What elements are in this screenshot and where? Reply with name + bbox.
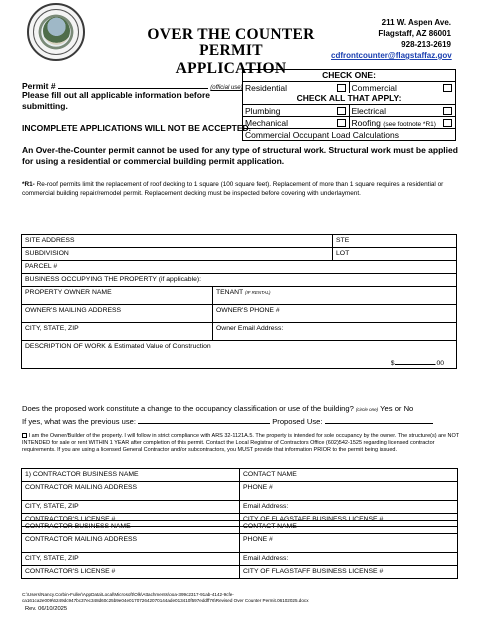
c1-city-field[interactable] — [22, 501, 240, 514]
reroof-footnote — [22, 181, 457, 198]
plumbing-label: Plumbing — [245, 106, 281, 116]
owner-builder-checkbox[interactable] — [22, 433, 27, 438]
residential-label: Residential — [245, 83, 288, 93]
commercial-option — [349, 82, 456, 93]
c2-mailing-label: CONTRACTOR MAILING ADDRESS — [25, 536, 138, 543]
owner-phone-field[interactable] — [213, 305, 457, 323]
footnote-text: Re-roof permits limit the replacement of roof decking to 1 square (100 square feet). Replacement of more than 1 square requires a residential or commercial building repair/remodel permit. Replacement decking must be inspected before covering with underlayment. — [22, 181, 444, 197]
parcel-field[interactable] — [22, 261, 457, 274]
lot-field[interactable] — [333, 248, 457, 261]
roofing-checkbox[interactable] — [443, 119, 452, 127]
subdivision-field[interactable] — [22, 248, 333, 261]
site-address-label: SITE ADDRESS — [25, 237, 75, 244]
yes-option[interactable]: Yes — [380, 404, 393, 413]
owner-builder-declaration — [22, 433, 460, 455]
c2-business-name-field[interactable] — [22, 521, 240, 534]
phone-number: 928-213-2619 — [401, 40, 451, 49]
c1-phone-field[interactable] — [240, 482, 458, 501]
file-path-line-1: C:\Users\Nancy.Corbin-Fuller\AppData\Local\Microsoft\Olk\Attachments\ooa-399c2317-91ab-4142-9cfe- — [22, 592, 234, 597]
email-link[interactable]: cdfrontcounter@flagstaffaz.gov — [331, 51, 452, 60]
parcel-label: PARCEL # — [25, 263, 58, 270]
revision-date: Rev. 06/10/2025 — [25, 606, 68, 612]
c1-contact-name-field[interactable] — [240, 469, 458, 482]
mechanical-checkbox[interactable] — [337, 119, 346, 127]
official-use-note: (official use) — [210, 85, 243, 91]
address-block — [331, 17, 451, 61]
c1-city-label: CITY, STATE, ZIP — [25, 503, 79, 510]
c1-contact-name-label: CONTACT NAME — [243, 471, 297, 478]
occupancy-question-row — [22, 404, 462, 413]
use-row — [22, 416, 433, 426]
owner-city-label: CITY, STATE, ZIP — [25, 325, 79, 332]
c1-email-label: Email Address: — [243, 503, 289, 510]
c2-email-label: Email Address: — [243, 555, 289, 562]
c2-contact-name-field[interactable] — [240, 521, 458, 534]
business-occupying-label: BUSINESS OCCUPYING THE PROPERTY (if applicable): — [25, 276, 202, 283]
roofing-footnote-ref: (see footnote *R1) — [383, 121, 436, 128]
c2-city-license-field[interactable] — [240, 566, 458, 579]
if-rental-note: (IF RENTAL) — [244, 290, 271, 295]
address-line-1: 211 W. Aspen Ave. — [381, 18, 451, 27]
contractor-1-table — [21, 468, 458, 527]
file-path-line-2: ca161ca2e009\6249dc947bc37ec348d60c25b9e04e017072642070144ade013410f597eddff76\Revised Over Counter Permit.06102025.docx — [22, 598, 309, 603]
commercial-checkbox[interactable] — [443, 84, 452, 92]
cents-label: .00 — [434, 360, 445, 367]
footnote-tag: *R1- — [22, 181, 35, 188]
c2-phone-field[interactable] — [240, 534, 458, 553]
mechanical-option — [243, 117, 349, 128]
property-info-table — [21, 234, 457, 369]
occupancy-question: Does the proposed work constitute a change to the occupancy classification or use of the building? — [22, 404, 354, 413]
c2-city-field[interactable] — [22, 553, 240, 566]
owner-name-label: PROPERTY OWNER NAME — [25, 289, 112, 296]
roofing-option — [349, 117, 456, 128]
tenant-label: TENANT — [216, 289, 244, 296]
owner-phone-label: OWNER'S PHONE # — [216, 307, 280, 314]
circle-one-note: (circle one) — [355, 407, 379, 412]
owner-mailing-label: OWNER'S MAILING ADDRESS — [25, 307, 122, 314]
dollar-sign: $ — [390, 360, 395, 367]
title-line-1: OVER THE COUNTER — [147, 26, 315, 43]
mechanical-label: Mechanical — [245, 118, 288, 128]
owner-email-label: Owner Email Address: — [216, 325, 284, 332]
c1-city-license-label: CITY OF FLAGSTAFF BUSINESS LICENSE # — [243, 516, 384, 523]
fill-instructions: Please fill out all applicable information before submitting. — [22, 90, 210, 111]
plumbing-checkbox[interactable] — [337, 107, 346, 115]
c2-city-label: CITY, STATE, ZIP — [25, 555, 79, 562]
owner-mailing-field[interactable] — [22, 305, 213, 323]
c2-license-field[interactable] — [22, 566, 240, 579]
seal-emblem — [43, 17, 70, 45]
owner-city-field[interactable] — [22, 323, 213, 341]
proposed-use-field[interactable] — [325, 416, 433, 424]
c1-mailing-label: CONTRACTOR MAILING ADDRESS — [25, 484, 138, 491]
c1-phone-label: PHONE # — [243, 484, 273, 491]
previous-use-field[interactable] — [138, 416, 270, 424]
city-seal-logo — [27, 3, 85, 61]
check-row-occupancy — [243, 81, 455, 93]
or-text: or — [394, 404, 402, 413]
c2-contact-name-label: CONTACT NAME — [243, 523, 297, 530]
ste-field[interactable] — [333, 235, 457, 248]
description-of-work-field[interactable] — [22, 341, 457, 369]
owner-email-field[interactable] — [213, 323, 457, 341]
file-path-footer — [22, 592, 462, 604]
proposed-use-label: Proposed Use: — [272, 417, 323, 426]
roofing-label: Roofing — [351, 118, 381, 128]
owner-name-field[interactable] — [22, 287, 213, 305]
check-one-header: CHECK ONE: — [322, 70, 376, 80]
tenant-field[interactable] — [213, 287, 457, 305]
check-row-trades-2 — [243, 116, 455, 128]
structural-work-warning: An Over-the-Counter permit cannot be used for any type of structural work. Structural work must be applied for using a residential or commercial building permit application. — [22, 145, 458, 166]
c1-email-field[interactable] — [240, 501, 458, 514]
commercial-occupant-label: Commercial Occupant Load Calculations — [245, 130, 400, 140]
permit-number-label: Permit # — [22, 81, 56, 91]
residential-checkbox[interactable] — [337, 84, 346, 92]
c1-mailing-field[interactable] — [22, 482, 240, 501]
subdivision-label: SUBDIVISION — [25, 250, 69, 257]
c2-license-label: CONTRACTOR'S LICENSE # — [25, 568, 116, 575]
declaration-text: I am the Owner/Builder of the property. I will follow in strict compliance with ARS 32-1121A.5. The property is intended for sole occupancy by the owner. The structure(s) are NOT INTENDED for sale or rent WITHIN 1 YEAR after completion of this permit. Contact the Local Registrar of Contractors Office (602)542-1525 regarding licensed contractor requirements. If you are using a licensed General Contractor and/or subcontractors, you MUST provide that information PRIOR to the permit being issued. — [22, 433, 460, 454]
permit-number-field[interactable] — [58, 80, 208, 89]
c2-email-field[interactable] — [240, 553, 458, 566]
electrical-label: Electrical — [351, 106, 386, 116]
incomplete-warning: INCOMPLETE APPLICATIONS WILL NOT BE ACCEPTED. — [22, 123, 252, 133]
business-occupying-field[interactable] — [22, 274, 457, 287]
c2-mailing-field[interactable] — [22, 534, 240, 553]
value-blank — [395, 358, 435, 365]
previous-use-label: If yes, what was the previous use: — [22, 417, 136, 426]
no-option[interactable]: No — [403, 404, 414, 413]
c1-license-label: CONTRACTOR'S LICENSE # — [25, 516, 116, 523]
c2-business-name-label: CONTRACTOR BUSINESS NAME — [25, 523, 131, 530]
electrical-checkbox[interactable] — [443, 107, 452, 115]
lot-label: LOT — [336, 250, 350, 257]
check-all-header: CHECK ALL THAT APPLY: — [296, 93, 402, 103]
c2-city-license-label: CITY OF FLAGSTAFF BUSINESS LICENSE # — [243, 568, 384, 575]
c1-business-name-label: 1) CONTRACTOR BUSINESS NAME — [25, 471, 139, 478]
check-row-trades-1 — [243, 104, 455, 116]
residential-option — [243, 82, 349, 93]
description-label: DESCRIPTION OF WORK & Estimated Value of Construction — [25, 343, 211, 350]
site-address-field[interactable] — [22, 235, 333, 248]
address-line-2: Flagstaff, AZ 86001 — [378, 29, 451, 38]
c1-business-name-field[interactable] — [22, 469, 240, 482]
plumbing-option — [243, 105, 349, 116]
commercial-occupant-option — [243, 128, 455, 140]
electrical-option — [349, 105, 456, 116]
title-line-2: PERMIT APPLICATION — [175, 42, 287, 77]
commercial-label: Commercial — [351, 83, 397, 93]
c2-phone-label: PHONE # — [243, 536, 273, 543]
contractor-2-table — [21, 520, 458, 579]
permit-type-checklist — [242, 69, 456, 141]
ste-label: STE — [336, 237, 350, 244]
estimated-value-field[interactable] — [391, 358, 444, 367]
